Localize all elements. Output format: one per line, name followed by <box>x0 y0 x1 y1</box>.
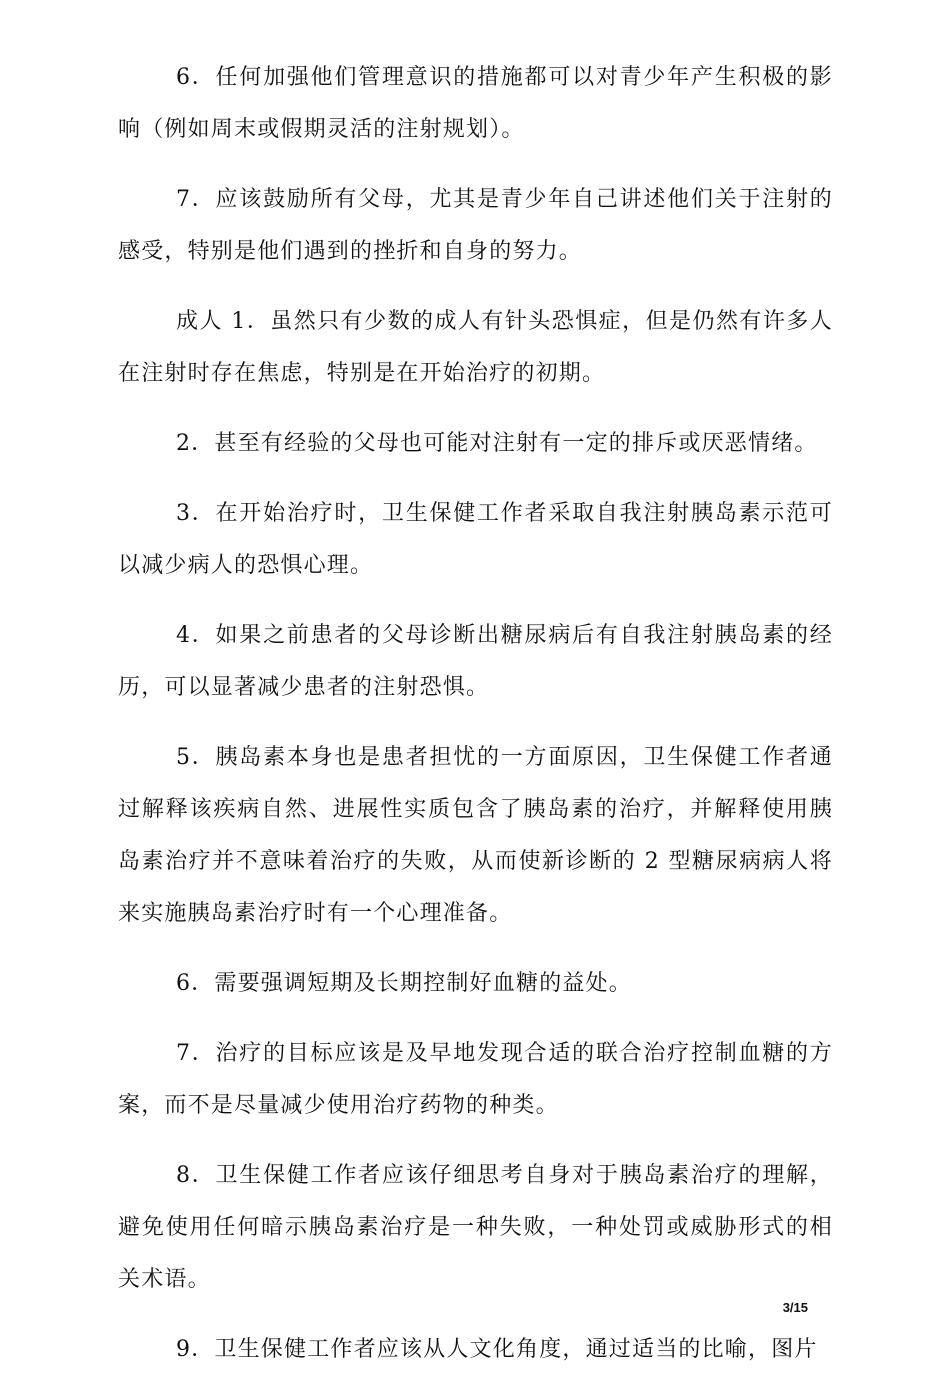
paragraph-8-terminology: 8．卫生保健工作者应该仔细思考自身对于胰岛素治疗的理解，避免使用任何暗示胰岛素治疗是一种失败，一种处罚或威胁形式的相关术语。 <box>118 1163 833 1292</box>
paragraph-9-cultural-approach: 9．卫生保健工作者应该从人文化角度，通过适当的比喻，图片 <box>176 1337 818 1362</box>
paragraph-7-treatment-goals: 7．治疗的目标应该是及早地发现合适的联合治疗控制血糖的方案，而不是尽量减少使用治疗药物的种类。 <box>118 1041 833 1118</box>
document-body <box>118 52 833 1394</box>
paragraph-2-parent-aversion: 2．甚至有经验的父母也可能对注射有一定的排斥或厌恶情绪。 <box>176 431 818 456</box>
paragraph-adult-1-anxiety: 成人 1．虽然只有少数的成人有针头恐惧症，但是仍然有许多人在注射时存在焦虑，特别是在开始治疗的初期。 <box>118 309 833 386</box>
paragraph-7-encourage-feelings: 7．应该鼓励所有父母，尤其是青少年自己讲述他们关于注射的感受，特别是他们遇到的挫折和自身的努力。 <box>118 187 833 264</box>
paragraph-4-parent-experience: 4．如果之前患者的父母诊断出糖尿病后有自我注射胰岛素的经历，可以显著减少患者的注射恐惧。 <box>118 623 833 700</box>
page-number: 3/15 <box>782 1300 808 1315</box>
paragraph-6-glucose-benefits: 6．需要强调短期及长期控制好血糖的益处。 <box>176 971 632 996</box>
paragraph-6-adolescent-management: 6．任何加强他们管理意识的措施都可以对青少年产生积极的影响（例如周末或假期灵活的注射规划）。 <box>118 65 833 142</box>
paragraph-5-insulin-explanation: 5．胰岛素本身也是患者担忧的一方面原因，卫生保健工作者通过解释该疾病自然、进展性实质包含了胰岛素的治疗，并解释使用胰岛素治疗并不意味着治疗的失败，从而使新诊断的 2 型糖尿病病人将来实施胰岛素治疗时有一个心理准备。 <box>118 745 833 926</box>
paragraph-3-self-injection-demo: 3．在开始治疗时，卫生保健工作者采取自我注射胰岛素示范可以减少病人的恐惧心理。 <box>118 501 833 578</box>
